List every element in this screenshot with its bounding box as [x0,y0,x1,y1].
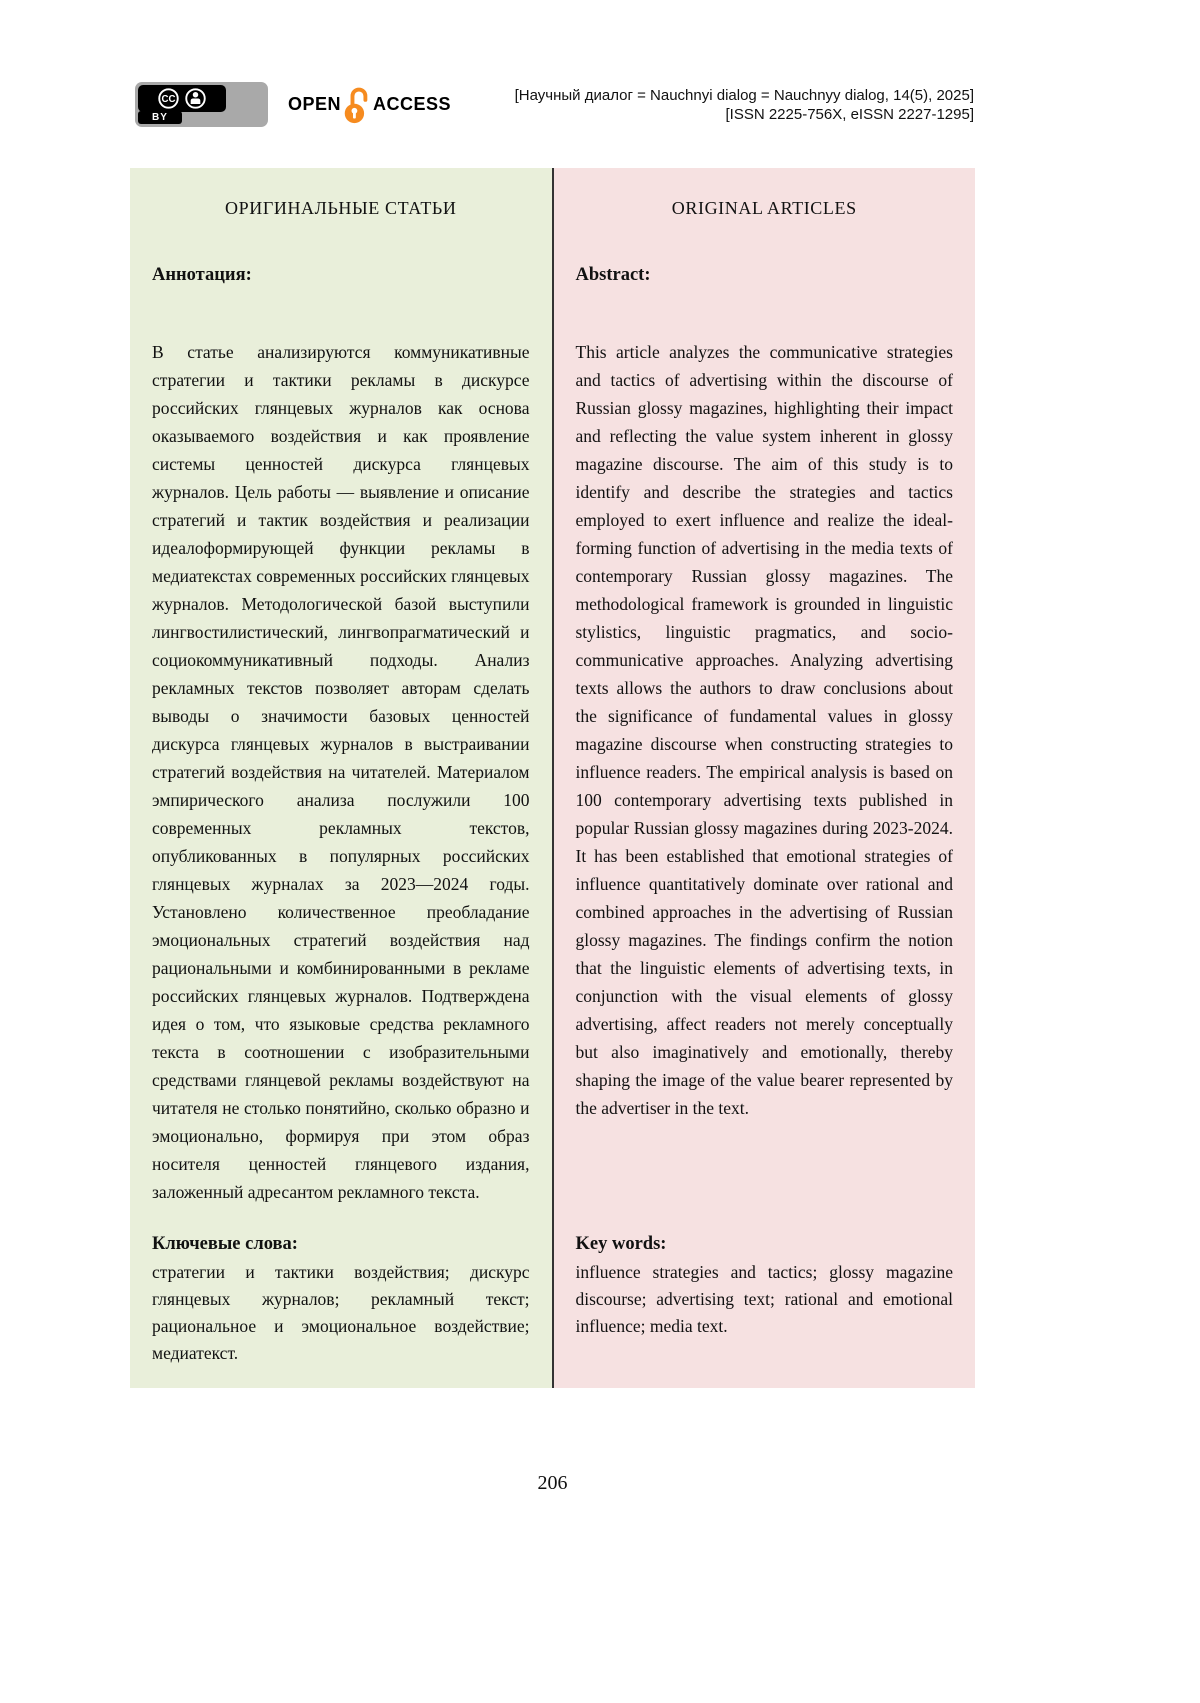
journal-citation [515,82,974,124]
russian-column [130,168,552,1388]
footer [130,1472,975,1495]
citation-line-2: [ISSN 2225-756X, eISSN 2227-1295] [725,106,974,123]
annotation-text: В статье анализируются коммуникативные стратегии и тактики рекламы в дискурсе российских глянцевых журналов как основа оказываемого воздействия и как проявление системы ценностей дискурса глянцевых журналов. Цель работы — выявление и описание стратегий и тактик воздействия и реализации идеалоформирующей функции рекламы в медиатекстах современных российских глянцевых журналов. Методологической базой выступили лингвостилистический, лингвопрагматический и социокоммуникативный подходы. Анализ рекламных текстов позволяет авторам сделать выводы о значимости базовых ценностей дискурса глянцевых журналов в выстраивании стратегий воздействия на читателей. Материалом эмпирического анализа послужили 100 современных рекламных текстов, опубликованных в популярных российских глянцевых журналах за 2023—2024 годы. Установлено количественное преобладание эмоциональных стратегий воздействия над рациональными и комбинированными в рекламе российских глянцевых журналов. Подтверждена идея о том, что языковые средства рекламного текста в соотношении с изобразительными средствами глянцевой рекламы воздействуют на читателя не столько понятийно, сколько образно и эмоционально, формируя при этом образ носителя ценностей глянцевого издания, заложенный адресантом рекламного текста. [152,342,530,1202]
keywords-text-english: influence strategies and tactics; glossy magazine discourse; advertising text; rational and emotional influence; media text. [575,1262,953,1336]
page-number: 206 [537,1472,568,1494]
open-access-logo [288,82,451,127]
keywords-text-russian: стратегии и тактики воздействия; дискурс глянцевых журналов; рекламный текст; рациональное и эмоциональное воздействие; медиатекст. [152,1262,530,1363]
section-title-russian: ОРИГИНАЛЬНЫЕ СТАТЬИ [225,198,457,218]
keywords-label-english: Key words: [575,1234,667,1254]
access-label: ACCESS [373,94,452,114]
keywords-label-russian: Ключевые слова: [152,1234,298,1254]
abstract-text: This article analyzes the communicative strategies and tactics of advertising within the discourse of Russian glossy magazines, highlighting their impact and reflecting the value system inherent in glossy magazine discourse. The aim of this study is to identify and describe the strategies and tactics employed to exert influence and realize the ideal-forming function of advertising in the media texts of contemporary Russian glossy magazines. The methodological framework is grounded in linguistic stylistics, linguistic pragmatics, and socio-communicative approaches. Analyzing advertising texts allows the authors to draw conclusions about the significance of fundamental values in glossy magazine discourse when constructing strategies to influence readers. The empirical analysis is based on 100 contemporary advertising texts published in popular Russian glossy magazines during 2023-2024. It has been established that emotional strategies of influence quantitatively dominate over rational and combined approaches in the advertising of Russian glossy magazines. The findings confirm the notion that the linguistic elements of advertising texts, in conjunction with the visual elements of glossy advertising, affect readers not merely conceptually but also imaginatively and emotionally, thereby shaping the image of the value bearer represented by the advertiser in the text. [575,342,953,1118]
open-label: OPEN [288,94,342,114]
cc-icon [158,88,179,109]
cc-by-badge [135,82,268,127]
cc-badge-icons [138,85,226,112]
page-header [135,82,974,127]
cc-by-label: BY [138,111,182,124]
license-badges [135,82,451,127]
annotation-label: Аннотация: [152,265,252,285]
open-lock-icon [344,85,370,125]
abstract-columns [130,168,975,1388]
svg-text:CC: CC [161,93,176,105]
english-column [554,168,976,1388]
abstract-label: Abstract: [575,265,651,285]
section-title-english: ORIGINAL ARTICLES [671,198,857,218]
attribution-person-icon [185,88,206,109]
citation-line-1: [Научный диалог = Nauchnyi dialog = Nauchnyy dialog, 14(5), 2025] [514,87,974,104]
